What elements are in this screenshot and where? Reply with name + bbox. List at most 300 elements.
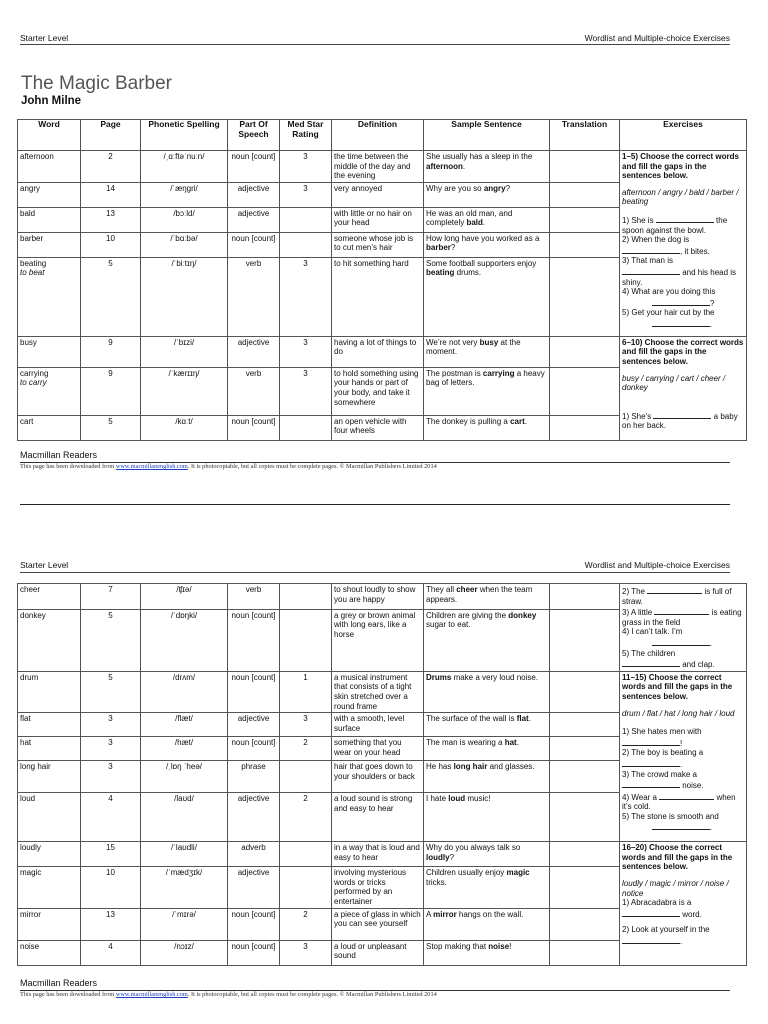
sentence-text: at the moment. <box>426 337 521 357</box>
sentence-text: Children are giving the <box>426 610 509 620</box>
translation-cell <box>550 336 620 367</box>
pos-cell: verb <box>228 257 280 336</box>
page-cell: 5 <box>81 609 141 671</box>
exercise-item <box>622 410 744 431</box>
answer-blank[interactable] <box>654 606 709 615</box>
definition-cell: a piece of glass in which you can see yourself <box>332 908 424 940</box>
pos-cell: adjective <box>228 867 280 908</box>
definition-cell: someone whose job is to cut men’s hair <box>332 232 424 257</box>
word-cell <box>18 584 81 610</box>
sentence-text: ? <box>450 243 456 253</box>
answer-blank[interactable] <box>622 935 683 946</box>
page-cell: 5 <box>81 257 141 336</box>
star-cell <box>280 761 332 793</box>
phonetic-cell: /ˌlɒŋ ˈheə/ <box>141 761 228 793</box>
publisher-footer: Macmillan Readers <box>20 450 98 460</box>
word-cell <box>18 940 81 965</box>
pos-cell: adjective <box>228 336 280 367</box>
base-form: to beat <box>20 268 45 278</box>
exercise-text: 5) The stone is smooth and <box>622 811 719 821</box>
exercise-text: 1) She hates men with <box>622 727 702 737</box>
sentence-cell <box>424 584 550 610</box>
word-cell <box>18 336 81 367</box>
pos-cell: verb <box>228 367 280 415</box>
phonetic-cell: /nɔɪz/ <box>141 940 228 965</box>
pos-cell: noun [count] <box>228 415 280 440</box>
exercise-text: 2) Look at yourself in the <box>622 925 710 935</box>
website-link[interactable]: www.macmillanenglish.com <box>115 463 188 470</box>
exercise-text: 2) The boy is beating a <box>622 748 704 758</box>
sentence-text: sugar to eat. <box>426 620 471 630</box>
sentence-text: . <box>524 416 527 426</box>
sentence-text: The man is wearing a <box>426 738 505 748</box>
sentence-text: I hate <box>426 794 449 804</box>
sentence-text: . <box>516 738 519 748</box>
copyright-notice <box>20 991 437 998</box>
sentence-text: music! <box>465 794 491 804</box>
pos-cell: adjective <box>228 713 280 737</box>
exercise-item <box>622 287 744 308</box>
sentence-text: and glasses. <box>487 762 535 772</box>
exercise-text: 3) A little <box>622 608 653 618</box>
page-cell: 9 <box>81 336 141 367</box>
translation-cell <box>550 671 620 712</box>
phonetic-cell: /ˈlaʊdli/ <box>141 842 228 867</box>
phonetic-cell: /ʧɪə/ <box>141 584 228 610</box>
translation-cell <box>550 713 620 737</box>
sentence-text: Stop making that <box>426 941 489 951</box>
sentence-cell <box>424 761 550 793</box>
phonetic-cell: /ˈmædʒɪk/ <box>141 867 228 908</box>
sentence-text: . <box>482 218 486 228</box>
exercise-cell-6-10 <box>620 336 747 440</box>
exercise-text: noise. <box>682 781 704 791</box>
sentence-text: when the team appears. <box>426 585 533 604</box>
sentence-keyword: bald <box>466 218 483 228</box>
star-cell: 3 <box>280 940 332 965</box>
phonetic-cell: /bɔːld/ <box>141 207 228 232</box>
definition-cell: with a smooth, level surface <box>332 713 424 737</box>
page-cell: 9 <box>81 367 141 415</box>
sentence-keyword: noise <box>488 941 510 951</box>
phonetic-cell: /ˈbɑːbə/ <box>141 232 228 257</box>
copyright-notice <box>20 463 437 470</box>
definition-cell: to hit something hard <box>332 257 424 336</box>
copyright-text: . It is photocopiable, but all copies must be complete pages. © Macmillan Publishers Limited 2014 <box>187 991 437 998</box>
sentence-text: a heavy bag of letters. <box>426 368 545 388</box>
exercise-item <box>622 606 744 627</box>
exercise-cell-16-20 <box>620 842 747 965</box>
definition-cell: involving mysterious words or tricks performed by an entertainer <box>332 867 424 908</box>
sentence-keyword: afternoon <box>426 161 463 171</box>
col-header: Page <box>81 120 141 151</box>
star-cell <box>280 232 332 257</box>
col-header: Translation <box>550 120 620 151</box>
sentence-cell <box>424 257 550 336</box>
pos-cell: noun [count] <box>228 671 280 712</box>
exercise-item <box>622 791 744 812</box>
phonetic-cell: /ˈmɪrə/ <box>141 908 228 940</box>
sentence-text: The postman is <box>426 368 483 378</box>
header-divider <box>20 572 730 573</box>
sentence-text: Why do you always talk so <box>426 843 521 853</box>
sentence-keyword: donkey <box>508 610 537 620</box>
exercise-cell-11-15 <box>620 671 747 841</box>
sentence-text: Why are you so <box>426 183 484 193</box>
exercise-text: . <box>680 759 683 769</box>
translation-cell <box>550 415 620 440</box>
sentence-text: ? <box>505 183 511 193</box>
star-cell <box>280 584 332 610</box>
star-cell: 3 <box>280 713 332 737</box>
word: magic <box>20 868 42 878</box>
sentence-text: tricks. <box>426 877 447 887</box>
pos-cell: phrase <box>228 761 280 793</box>
exercise-item <box>622 214 744 235</box>
exercise-item <box>622 727 744 748</box>
star-cell: 2 <box>280 793 332 842</box>
word: angry <box>20 183 41 193</box>
answer-blank[interactable] <box>622 737 683 748</box>
definition-cell: a grey or brown animal with long ears, like a horse <box>332 609 424 671</box>
sentence-keyword: magic <box>506 868 530 878</box>
section-label: Wordlist and Multiple-choice Exercises <box>584 33 730 43</box>
sentence-keyword: barber <box>426 243 451 253</box>
exercise-item <box>622 898 744 919</box>
sentence-cell <box>424 867 550 908</box>
book-title: The Magic Barber <box>21 73 173 94</box>
phonetic-cell: /ˈbɪzi/ <box>141 336 228 367</box>
page-cell: 2 <box>81 151 141 183</box>
word-cell <box>18 713 81 737</box>
exercise-item <box>622 627 744 648</box>
sentence-cell <box>424 908 550 940</box>
answer-blank[interactable] <box>622 908 680 917</box>
exercise-text: the spoon against the bowl. <box>622 215 728 235</box>
exercise-text: and clap. <box>682 660 715 670</box>
word: hat <box>20 738 32 748</box>
translation-cell <box>550 908 620 940</box>
sentence-cell <box>424 151 550 183</box>
exercise-item <box>622 748 744 769</box>
exercise-text: . <box>710 638 713 648</box>
exercise-text: when it’s cold. <box>622 792 736 812</box>
table-row <box>18 151 747 183</box>
exercise-wordbank: busy / carrying / cart / cheer / donkey <box>622 373 726 393</box>
translation-cell <box>550 842 620 867</box>
wordlist-table-2 <box>17 583 747 966</box>
word: long hair <box>20 762 51 772</box>
phonetic-cell: /ˌɑːftəˈnuːn/ <box>141 151 228 183</box>
definition-cell: a musical instrument that consists of a tight skin stretched over a round frame <box>332 671 424 712</box>
exercise-text: a baby on her back. <box>622 411 738 431</box>
level-label: Starter Level <box>20 560 69 570</box>
sentence-text: drums. <box>454 268 482 278</box>
exercise-heading: 1–5) Choose the correct words and fill the gaps in the sentences below. <box>622 152 739 181</box>
base-form: to carry <box>20 378 47 388</box>
answer-blank[interactable] <box>656 214 714 223</box>
definition-cell: a loud or unpleasant sound <box>332 940 424 965</box>
page-cell: 13 <box>81 908 141 940</box>
sentence-cell <box>424 182 550 207</box>
answer-blank[interactable] <box>652 821 713 833</box>
word: beating <box>20 258 47 268</box>
exercise-text: ? <box>710 298 715 308</box>
exercise-wordbank: drum / flat / hat / long hair / loud <box>622 708 735 718</box>
word: noise <box>20 941 40 951</box>
definition-cell: hair that goes down to your shoulders or back <box>332 761 424 793</box>
exercise-item <box>622 925 744 946</box>
sentence-cell <box>424 367 550 415</box>
pos-cell: adjective <box>228 207 280 232</box>
exercise-item <box>622 308 744 329</box>
col-header: Phonetic Spelling <box>141 120 228 151</box>
word-cell <box>18 793 81 842</box>
col-header: Med Star Rating <box>280 120 332 151</box>
exercise-item <box>622 256 744 287</box>
word: mirror <box>20 909 41 919</box>
translation-cell <box>550 609 620 671</box>
word: drum <box>20 672 39 682</box>
sentence-keyword: beating <box>426 268 455 278</box>
phonetic-cell: /ˈæŋgri/ <box>141 182 228 207</box>
exercise-text: . <box>680 936 683 946</box>
sentence-text: She usually has a sleep in the <box>426 152 533 161</box>
book-author: John Milne <box>21 95 82 107</box>
phonetic-cell: /kɑːt/ <box>141 415 228 440</box>
word-cell <box>18 609 81 671</box>
definition-cell: in a way that is loud and easy to hear <box>332 842 424 867</box>
col-header: Exercises <box>620 120 747 151</box>
answer-blank[interactable] <box>622 658 680 667</box>
sentence-text: We’re not very <box>426 337 480 347</box>
sentence-keyword: mirror <box>433 909 457 919</box>
sentence-text: He was an old man, and completely <box>426 208 513 228</box>
answer-blank[interactable] <box>653 410 711 419</box>
star-cell <box>280 609 332 671</box>
sentence-text: The donkey is pulling a <box>426 416 511 426</box>
table-row <box>18 336 747 367</box>
sentence-keyword: Drums <box>426 672 452 682</box>
exercise-text: 3) The crowd make a <box>622 769 697 779</box>
answer-blank[interactable] <box>622 245 680 254</box>
sentence-text: ? <box>449 852 455 862</box>
page-cell: 4 <box>81 793 141 842</box>
translation-cell <box>550 367 620 415</box>
exercise-text: , it bites. <box>680 246 710 256</box>
page-cell: 3 <box>81 713 141 737</box>
sentence-cell <box>424 793 550 842</box>
word: cheer <box>20 585 41 594</box>
translation-cell <box>550 207 620 232</box>
definition-cell: a loud sound is strong and easy to hear <box>332 793 424 842</box>
exercise-text: 1) Abracadabra is a <box>622 898 692 908</box>
sentence-text: make a very loud noise. <box>451 672 539 682</box>
pos-cell: verb <box>228 584 280 610</box>
sentence-text: They all <box>426 585 457 594</box>
translation-cell <box>550 867 620 908</box>
translation-cell <box>550 232 620 257</box>
phonetic-cell: /laʊd/ <box>141 793 228 842</box>
sentence-text: How long have you worked as a <box>426 233 540 243</box>
sentence-keyword: cheer <box>456 585 478 594</box>
page-cell: 14 <box>81 182 141 207</box>
pos-cell: noun [count] <box>228 151 280 183</box>
exercise-cell-7-10 <box>620 584 747 672</box>
sentence-text: Children usually enjoy <box>426 868 507 878</box>
sentence-keyword: hat <box>504 738 517 748</box>
table-row <box>18 842 747 867</box>
word-cell <box>18 367 81 415</box>
page1-header <box>20 33 730 43</box>
answer-blank[interactable] <box>652 318 713 329</box>
sentence-keyword: busy <box>479 337 499 347</box>
exercise-text: 5) The children <box>622 648 676 658</box>
word-cell <box>18 737 81 761</box>
translation-cell <box>550 151 620 183</box>
translation-cell <box>550 257 620 336</box>
answer-blank[interactable] <box>652 637 713 648</box>
sentence-text: . <box>528 714 531 724</box>
word-cell <box>18 182 81 207</box>
word-cell <box>18 415 81 440</box>
sentence-keyword: long hair <box>453 762 488 772</box>
answer-blank[interactable] <box>622 779 680 788</box>
sentence-cell <box>424 842 550 867</box>
page-cell: 4 <box>81 940 141 965</box>
star-cell: 1 <box>280 671 332 712</box>
page-cell: 10 <box>81 232 141 257</box>
answer-blank[interactable] <box>652 297 710 306</box>
sentence-cell <box>424 713 550 737</box>
sentence-keyword: loudly <box>426 852 450 862</box>
star-cell <box>280 415 332 440</box>
pos-cell: noun [count] <box>228 737 280 761</box>
copyright-text: This page has been downloaded from <box>20 991 116 998</box>
star-cell: 3 <box>280 257 332 336</box>
exercise-item <box>622 770 744 791</box>
word-cell <box>18 842 81 867</box>
definition-cell: to shout loudly to show you are happy <box>332 584 424 610</box>
definition-cell: having a lot of things to do <box>332 336 424 367</box>
col-header: Sample Sentence <box>424 120 550 151</box>
exercise-text: and his head is shiny. <box>622 267 737 287</box>
word: carrying <box>20 368 49 378</box>
sentence-cell <box>424 940 550 965</box>
word: bald <box>20 208 36 218</box>
definition-cell: with little or no hair on your head <box>332 207 424 232</box>
exercise-text: 4) What are you doing this <box>622 287 716 297</box>
page-cell: 13 <box>81 207 141 232</box>
definition-cell: an open vehicle with four wheels <box>332 415 424 440</box>
star-cell: 3 <box>280 367 332 415</box>
phonetic-cell: /ˈbiːtɪŋ/ <box>141 257 228 336</box>
pos-cell: noun [count] <box>228 609 280 671</box>
exercise-text: 2) When the dog is <box>622 235 690 245</box>
page-cell: 3 <box>81 737 141 761</box>
star-cell: 2 <box>280 908 332 940</box>
sentence-text: Some football supporters enjoy <box>426 258 537 268</box>
pos-cell: noun [count] <box>228 232 280 257</box>
translation-cell <box>550 584 620 610</box>
star-cell: 2 <box>280 737 332 761</box>
word-cell <box>18 151 81 183</box>
word-cell <box>18 257 81 336</box>
exercise-text: 4) I can’t talk. I’m <box>622 627 683 637</box>
word-cell <box>18 761 81 793</box>
word: busy <box>20 337 37 347</box>
exercise-cell-1-5 <box>620 151 747 337</box>
word: barber <box>20 233 44 243</box>
table-row <box>18 584 747 610</box>
page-separator <box>20 504 730 505</box>
word: afternoon <box>20 152 54 161</box>
phonetic-cell: /ˈkærɪɪŋ/ <box>141 367 228 415</box>
exercise-text: 2) The <box>622 587 645 596</box>
sentence-keyword: carrying <box>482 368 515 378</box>
answer-blank[interactable] <box>622 758 683 769</box>
exercise-text: 4) Wear a <box>622 792 657 802</box>
star-cell <box>280 842 332 867</box>
pos-cell: adverb <box>228 842 280 867</box>
exercise-text: 5) Get your hair cut by the <box>622 308 715 318</box>
exercise-text: ! <box>680 738 683 748</box>
word-cell <box>18 232 81 257</box>
word: donkey <box>20 610 46 620</box>
answer-blank[interactable] <box>659 791 714 800</box>
word-cell <box>18 671 81 712</box>
sentence-keyword: loud <box>448 794 466 804</box>
sentence-keyword: cart <box>510 416 525 426</box>
publisher-footer: Macmillan Readers <box>20 978 98 988</box>
answer-blank[interactable] <box>647 585 702 594</box>
page-cell: 15 <box>81 842 141 867</box>
translation-cell <box>550 940 620 965</box>
copyright-text: . It is photocopiable, but all copies must be complete pages. © Macmillan Publishers Limited 2014 <box>187 463 437 470</box>
sentence-cell <box>424 609 550 671</box>
phonetic-cell: /flæt/ <box>141 713 228 737</box>
word: cart <box>20 416 34 426</box>
exercise-text: . <box>710 823 713 833</box>
level-label: Starter Level <box>20 33 69 43</box>
definition-cell: to hold something using your hands or part of your body, and take it somewhere <box>332 367 424 415</box>
col-header: Part Of Speech <box>228 120 280 151</box>
pos-cell: adjective <box>228 793 280 842</box>
sentence-cell <box>424 207 550 232</box>
sentence-text: He has <box>426 762 454 772</box>
sentence-text: hangs on the wall. <box>456 909 524 919</box>
exercise-heading: 16–20) Choose the correct words and fill the gaps in the sentences below. <box>622 843 733 872</box>
table-row <box>18 671 747 712</box>
exercise-wordbank: loudly / magic / mirror / noise / notice <box>622 878 729 898</box>
wordlist-table <box>17 119 747 441</box>
sentence-cell <box>424 737 550 761</box>
translation-cell <box>550 182 620 207</box>
exercise-text: is full of straw. <box>622 587 732 606</box>
section-label: Wordlist and Multiple-choice Exercises <box>584 560 730 570</box>
table-header-row <box>18 120 747 151</box>
answer-blank[interactable] <box>622 266 680 275</box>
pos-cell: adjective <box>228 182 280 207</box>
sentence-cell <box>424 671 550 712</box>
phonetic-cell: /drʌm/ <box>141 671 228 712</box>
pos-cell: noun [count] <box>228 940 280 965</box>
website-link[interactable]: www.macmillanenglish.com <box>115 991 188 998</box>
copyright-text: This page has been downloaded from <box>20 463 116 470</box>
star-cell: 3 <box>280 336 332 367</box>
star-cell <box>280 867 332 908</box>
exercise-item <box>622 649 744 670</box>
